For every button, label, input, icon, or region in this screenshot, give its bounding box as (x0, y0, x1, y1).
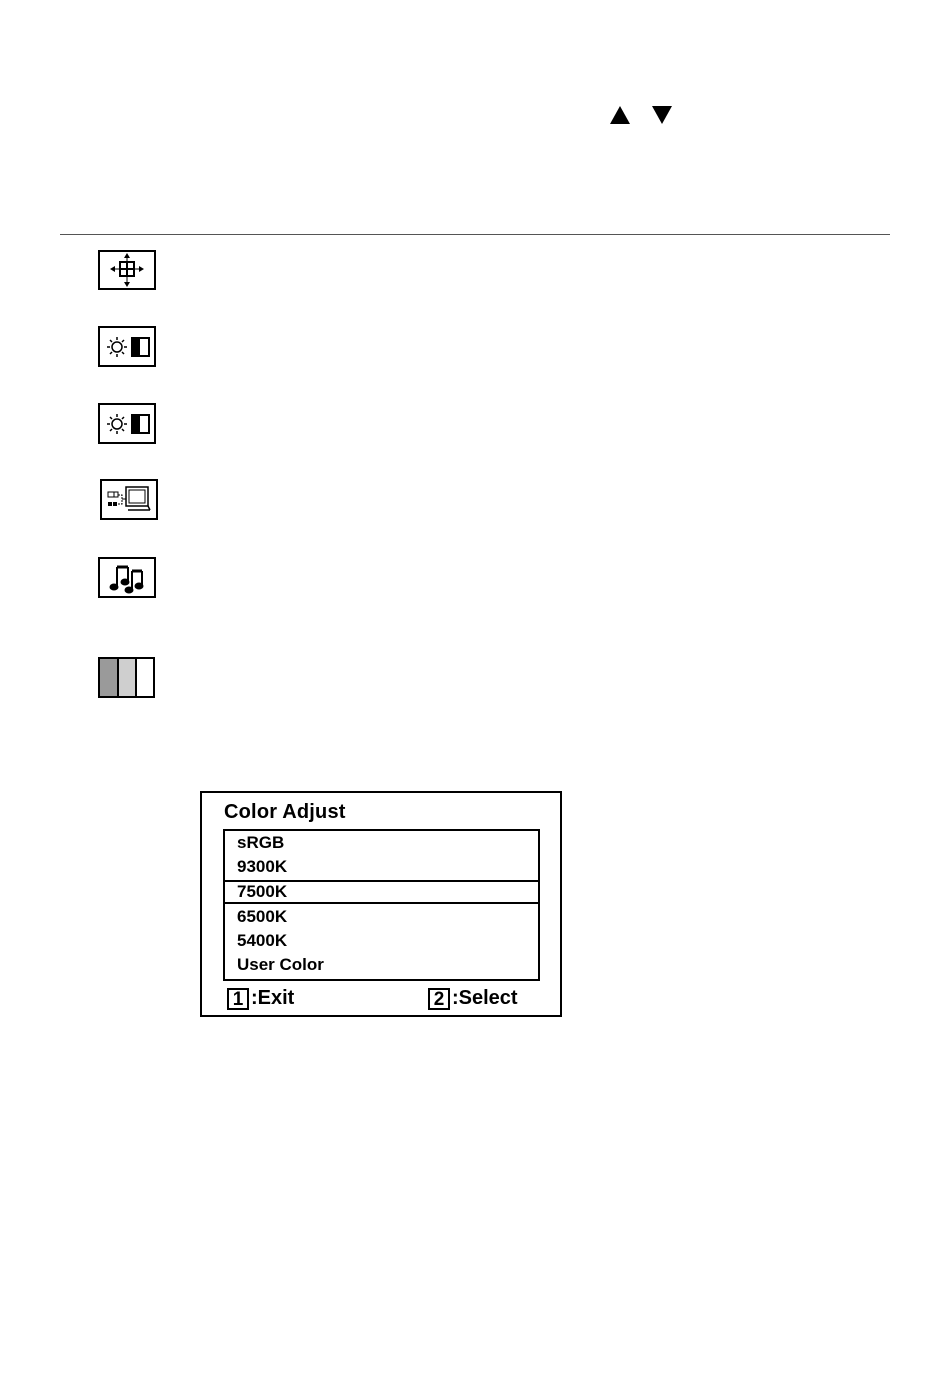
osd-title: Color Adjust (224, 801, 346, 823)
nav-arrows (608, 104, 674, 126)
list-item-srgb[interactable]: sRGB (237, 833, 285, 852)
select-hint[interactable] (428, 987, 518, 1010)
audio-icon[interactable] (98, 557, 156, 598)
list-item-6500k[interactable]: 6500K (237, 907, 288, 926)
key-1-badge: 1 (227, 988, 249, 1010)
select-label: :Select (452, 987, 518, 1009)
list-item-9300k[interactable]: 9300K (237, 857, 288, 876)
input-select-icon[interactable] (100, 479, 158, 520)
exit-hint[interactable] (227, 987, 294, 1010)
list-item-5400k[interactable]: 5400K (237, 931, 288, 950)
brightness-contrast-icon[interactable] (98, 403, 156, 444)
color-preset-list (223, 829, 540, 981)
up-triangle-icon[interactable] (608, 104, 632, 126)
section-divider (60, 234, 890, 235)
color-adjust-osd (200, 791, 562, 1017)
down-triangle-icon[interactable] (650, 104, 674, 126)
list-item-user-color[interactable]: User Color (237, 955, 324, 974)
list-item-7500k-selected[interactable]: 7500K (225, 880, 538, 904)
exit-label: :Exit (251, 987, 295, 1009)
brightness-contrast-icon[interactable] (98, 326, 156, 367)
color-adjust-icon[interactable] (98, 657, 155, 698)
position-icon[interactable] (98, 250, 156, 290)
key-2-badge: 2 (428, 988, 450, 1010)
